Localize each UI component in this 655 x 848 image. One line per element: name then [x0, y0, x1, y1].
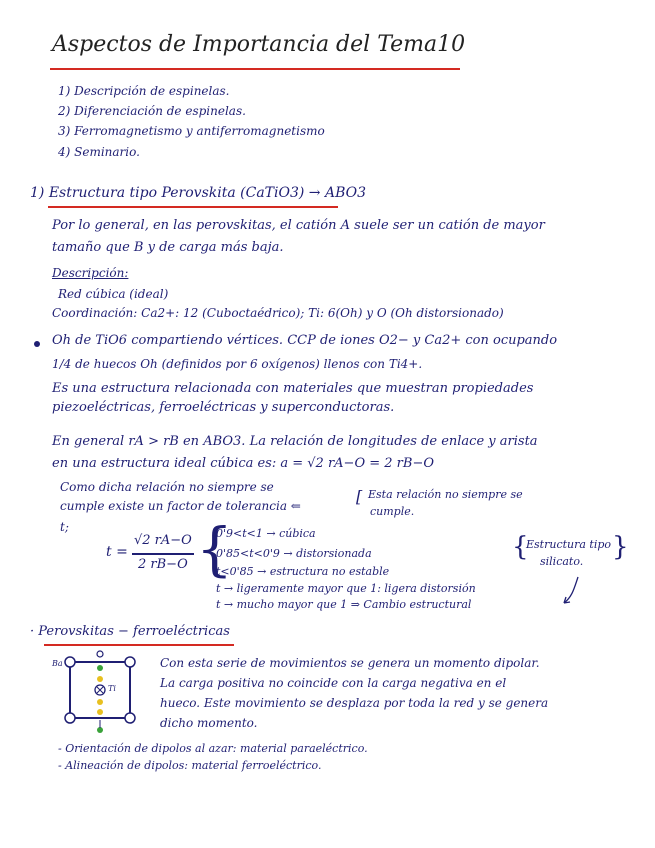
title-underline	[50, 68, 460, 70]
section-underline	[48, 206, 338, 208]
formula-numerator: √2 rA−O	[134, 533, 192, 548]
factor-line: Como dicha relación no siempre se	[60, 480, 274, 494]
bullet-line: 1/4 de huecos Oh (definidos por 6 oxígenos) llenos con Ti4+.	[52, 357, 423, 371]
case-line: t → ligeramente mayor que 1: ligera distorsión	[216, 582, 476, 595]
orient-line: - Alineación de dipolos: material ferroeléctrico.	[58, 759, 322, 772]
ferro-line: Con esta serie de movimientos se genera un momento dipolar.	[160, 656, 540, 670]
side-paren-left: {	[512, 532, 529, 562]
page-title: Aspectos de Importancia del Tema10	[52, 32, 466, 57]
diagram-label-ba: Ba	[52, 659, 63, 668]
descripcion-label: Descripción:	[52, 266, 129, 280]
outline-item: 1) Descripción de espinelas.	[58, 84, 230, 98]
note-bracket: [	[356, 487, 363, 506]
general-line: En general rA > rB en ABO3. La relación de longitudes de enlace y arista	[52, 434, 538, 449]
case-line: 0'9<t<1 → cúbica	[216, 527, 316, 540]
relacion-line: piezoeléctricas, ferroeléctricas y superconductoras.	[52, 400, 395, 415]
outline-item: 4) Seminario.	[58, 145, 140, 159]
side-note-line: Estructura tipo	[526, 538, 612, 551]
section-heading: 1) Estructura tipo Perovskita (CaTiO3) → ABO3	[30, 185, 367, 201]
outline-item: 2) Diferenciación de espinelas.	[58, 104, 246, 118]
side-note-line: silicato.	[540, 555, 584, 568]
case-line: t<0'85 → estructura no estable	[216, 565, 390, 578]
note-line: Esta relación no siempre se	[368, 488, 523, 501]
case-line: 0'85<t<0'9 → distorsionada	[216, 547, 372, 560]
descripcion-line: Red cúbica (ideal)	[58, 287, 169, 301]
ferro-line: dicho momento.	[160, 716, 258, 730]
fraction-bar	[132, 553, 194, 555]
relacion-line: Es una estructura relacionada con materiales que muestran propiedades	[52, 381, 534, 396]
formula-t: t =	[106, 544, 128, 560]
general-line: en una estructura ideal cúbica es: a = √2 rA−O = 2 rB−O	[52, 456, 434, 471]
outline-item: 3) Ferromagnetismo y antiferromagnetismo	[58, 124, 325, 138]
diagram-label-ti: Ti	[108, 684, 116, 693]
factor-line: cumple existe un factor de tolerancia ⇐	[60, 499, 301, 513]
ferro-underline	[44, 644, 234, 646]
intro-line: tamaño que B y de carga más baja.	[52, 240, 284, 255]
factor-line: t;	[60, 520, 69, 534]
ferro-line: La carga positiva no coincide con la carga negativa en el	[160, 676, 507, 690]
formula-denominator: 2 rB−O	[138, 557, 188, 572]
case-line: t → mucho mayor que 1 ⇒ Cambio estructural	[216, 598, 472, 611]
cases-brace: {	[196, 515, 233, 583]
note-line: cumple.	[370, 505, 415, 518]
ferro-line: hueco. Este movimiento se desplaza por toda la red y se genera	[160, 696, 549, 710]
curved-arrow-icon	[560, 575, 600, 615]
intro-line: Por lo general, en las perovskitas, el catión A suele ser un catión de mayor	[52, 218, 545, 233]
side-paren-right: }	[612, 532, 629, 562]
bullet-line: Oh de TiO6 compartiendo vértices. CCP de iones O2− y Ca2+ con ocupando	[52, 333, 558, 348]
descripcion-line: Coordinación: Ca2+: 12 (Cuboctaédrico); Ti: 6(Oh) y O (Oh distorsionado)	[52, 306, 504, 320]
orient-line: - Orientación de dipolos al azar: material paraeléctrico.	[58, 742, 368, 755]
bullet-dot	[34, 341, 40, 347]
perovskite-diagram	[58, 650, 148, 750]
ferro-heading: · Perovskitas − ferroeléctricas	[30, 624, 230, 639]
